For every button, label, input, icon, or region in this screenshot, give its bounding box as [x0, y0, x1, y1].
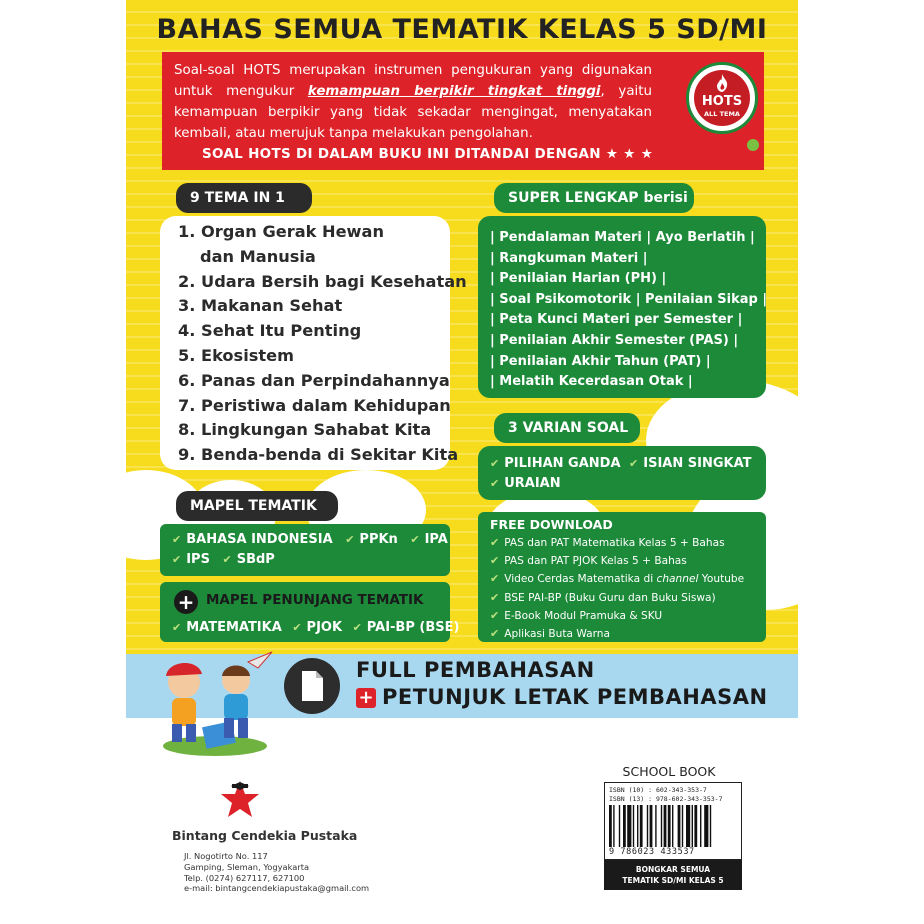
mapel-item: BAHASA INDONESIA	[186, 532, 333, 547]
varian-item: URAIAN	[504, 476, 561, 491]
intro-line: , yaitu kemampuan	[174, 84, 653, 120]
check-icon: ✔	[490, 572, 500, 586]
free-download-list	[490, 534, 744, 643]
barcode-bar	[710, 805, 711, 847]
check-icon: ✔	[490, 608, 500, 622]
super-lengkap-list	[490, 228, 767, 393]
barcode-bar	[650, 805, 653, 847]
check-icon: ✔	[490, 536, 500, 549]
address-line: Gamping, Sleman, Yogyakarta	[184, 861, 310, 872]
book-title-line: BONGKAR SEMUA	[635, 865, 711, 874]
hots-intro-text	[174, 60, 652, 144]
mapel-panel	[160, 524, 450, 576]
check-icon: ✔	[490, 627, 500, 641]
check-icon: ✔	[629, 457, 639, 470]
list-item	[490, 625, 744, 643]
plus-icon: +	[174, 590, 198, 614]
varian-label: 3 VARIAN SOAL	[494, 413, 640, 443]
hots-badge	[686, 62, 758, 134]
barcode-block	[596, 764, 742, 894]
penunjang-item: PJOK	[306, 620, 343, 635]
mapel-label: MAPEL TEMATIK	[176, 491, 338, 521]
check-icon: ✔	[410, 533, 420, 546]
mapel-row	[172, 550, 275, 570]
hots-info-box	[162, 52, 764, 170]
book-category: SCHOOL BOOK	[622, 764, 716, 779]
intro-line: berpikir yang tidak sekadar mengingat, menyatakan kembali, atau	[174, 105, 652, 141]
barcode-bar	[672, 805, 673, 847]
check-icon: ✔	[172, 533, 182, 546]
address-line: Telp. (0274) 627117, 627100	[184, 872, 305, 883]
address-line: Jl. Nogotirto No. 117	[184, 851, 268, 861]
barcode-bar	[694, 805, 697, 847]
check-icon: ✔	[222, 553, 232, 566]
hots-badge-word: HOTS	[701, 94, 743, 109]
list-item: 8. Lingkungan Sahabat Kita	[178, 420, 432, 440]
check-icon: ✔	[352, 621, 362, 634]
tema-list	[178, 220, 467, 468]
hots-badge-sub: ALL TEMA	[704, 110, 740, 118]
free-item-text: E-Book Modul Pramuka & SKU	[504, 609, 663, 622]
varian-row	[490, 474, 561, 494]
barcode-bars	[609, 805, 739, 847]
check-icon: ✔	[490, 590, 500, 604]
super-lengkap-panel	[478, 216, 766, 398]
list-item: | Melatih Kecerdasan Otak |	[490, 374, 693, 390]
list-item: 3. Makanan Sehat	[178, 296, 343, 316]
list-item: 2. Udara Bersih bagi Kesehatan	[178, 271, 467, 291]
barcode-bar	[637, 805, 638, 847]
free-download-panel	[478, 512, 766, 642]
varian-row	[490, 454, 752, 474]
check-icon: ✔	[292, 621, 302, 634]
barcode-digits: 9 786023 433537	[609, 847, 695, 857]
barcode-bar	[700, 805, 701, 847]
free-download-title: FREE DOWNLOAD	[490, 517, 613, 532]
book-title-line: TEMATIK SD/MI KELAS 5	[622, 876, 724, 885]
tema-list-box	[160, 216, 467, 470]
varian-item: ISIAN SINGKAT	[643, 456, 752, 471]
intro-line: merujuk tanpa melakukan pengolahan.	[269, 126, 533, 141]
publisher-address	[184, 851, 369, 894]
intro-line: untuk mengukur	[174, 84, 295, 99]
mapel-row	[172, 530, 448, 550]
list-item: | Soal Psikomotorik | Penilaian Sikap |	[490, 291, 768, 307]
band-subtitle: PETUNJUK LETAK PEMBAHASAN	[382, 685, 768, 709]
list-item: 4. Sehat Itu Penting	[178, 321, 362, 341]
document-icon-glyph	[284, 658, 340, 714]
list-item: dan Manusia	[200, 246, 316, 266]
free-item-text: Aplikasi Buta Warna	[504, 628, 611, 641]
badge-dot	[747, 139, 759, 151]
check-icon: ✔	[345, 533, 355, 546]
varian-item: PILIHAN GANDA	[504, 456, 621, 471]
barcode-bar	[613, 805, 614, 847]
flame-icon	[715, 74, 729, 92]
list-item: 1. Organ Gerak Hewan	[178, 222, 384, 241]
list-item	[490, 607, 744, 625]
list-item: | Pendalaman Materi | Ayo Berlatih |	[490, 230, 755, 245]
hots-badge-inner	[694, 70, 750, 126]
mapel-item: IPA	[424, 532, 448, 547]
list-item: | Peta Kunci Materi per Semester |	[490, 312, 743, 328]
list-item	[490, 570, 744, 588]
mapel-item: PPKn	[359, 532, 398, 547]
mapel-penunjang-label: MAPEL PENUNJANG TEMATIK	[206, 592, 424, 608]
penunjang-item: PAI-BP (BSE)	[366, 620, 460, 635]
barcode-bar	[640, 805, 643, 847]
list-item: 9. Benda-benda di Sekitar Kita	[178, 445, 459, 465]
isbn-13: ISBN (13) : 978-602-343-353-7	[609, 795, 723, 803]
check-icon: ✔	[490, 457, 500, 470]
varian-panel	[478, 446, 766, 500]
list-item: | Penilaian Akhir Semester (PAS) |	[490, 332, 739, 348]
free-item-text: PAS dan PAT Matematika Kelas 5 + Bahas	[504, 537, 725, 549]
check-icon: ✔	[172, 553, 182, 566]
penunjang-row	[172, 618, 459, 638]
document-icon	[284, 658, 340, 714]
check-icon: ✔	[172, 621, 182, 634]
list-item: 6. Panas dan Perpindahannya	[178, 370, 450, 390]
barcode-bar	[661, 805, 662, 847]
tema-label: 9 TEMA IN 1	[176, 183, 312, 213]
barcode-bar	[664, 805, 667, 847]
list-item: | Rangkuman Materi |	[490, 250, 648, 266]
hots-note: SOAL HOTS DI DALAM BUKU INI DITANDAI DENGAN ★ ★ ★	[202, 146, 654, 162]
list-item	[490, 552, 744, 570]
band-title: FULL PEMBAHASAN	[356, 658, 595, 682]
barcode-bar	[609, 805, 612, 847]
barcode-bar	[655, 805, 656, 847]
penunjang-item: MATEMATIKA	[186, 620, 282, 635]
barcode-bar	[668, 805, 671, 847]
plus-icon: +	[356, 688, 376, 708]
barcode-bar	[704, 805, 708, 847]
publisher-logo	[218, 778, 262, 822]
check-icon: ✔	[490, 554, 500, 568]
list-item	[490, 534, 744, 552]
mapel-item: SBdP	[236, 552, 275, 567]
publisher-name: Bintang Cendekia Pustaka	[172, 828, 358, 843]
mapel-penunjang-panel	[160, 582, 460, 642]
barcode-bar	[623, 805, 626, 847]
mapel-item: IPS	[186, 552, 210, 567]
barcode-bar	[619, 805, 620, 847]
free-item-italic: channel	[656, 573, 699, 586]
book-title-label	[604, 860, 742, 890]
barcode-bar	[692, 805, 693, 847]
intro-line: Soal-soal HOTS merupakan instrumen pengukuran yang digunakan	[174, 63, 652, 78]
list-item: | Penilaian Harian (PH) |	[490, 271, 667, 287]
free-item-text: Youtube	[698, 573, 745, 586]
barcode-bar	[682, 805, 683, 847]
list-item	[490, 589, 744, 607]
barcode-bar	[633, 805, 634, 847]
address-line: e-mail: bintangcendekiapustaka@gmail.com	[184, 883, 370, 894]
isbn-panel	[604, 782, 742, 860]
intro-emphasis: kemampuan berpikir tingkat tinggi	[307, 84, 601, 99]
list-item: 5. Ekosistem	[178, 345, 294, 365]
barcode-bar	[686, 805, 690, 847]
free-item-text: BSE PAI-BP (Buku Guru dan Buku Siswa)	[504, 591, 716, 604]
check-icon: ✔	[490, 477, 500, 490]
barcode-bar	[627, 805, 631, 847]
free-item-text: PAS dan PAT PJOK Kelas 5 + Bahas	[504, 555, 687, 568]
barcode-bar	[678, 805, 681, 847]
list-item: | Penilaian Akhir Tahun (PAT) |	[490, 353, 711, 369]
list-item: 7. Peristiwa dalam Kehidupan	[178, 395, 451, 415]
back-cover	[126, 0, 798, 718]
super-lengkap-label: SUPER LENGKAP berisi	[494, 183, 694, 213]
free-download-content	[490, 516, 744, 643]
free-item-text: Video Cerdas Matematika di	[504, 573, 657, 586]
kids-illustration	[150, 646, 280, 758]
page-title: BAHAS SEMUA TEMATIK KELAS 5 SD/MI	[156, 14, 768, 45]
barcode-bar	[647, 805, 648, 847]
isbn-10: ISBN (10) : 602-343-353-7	[609, 786, 707, 794]
